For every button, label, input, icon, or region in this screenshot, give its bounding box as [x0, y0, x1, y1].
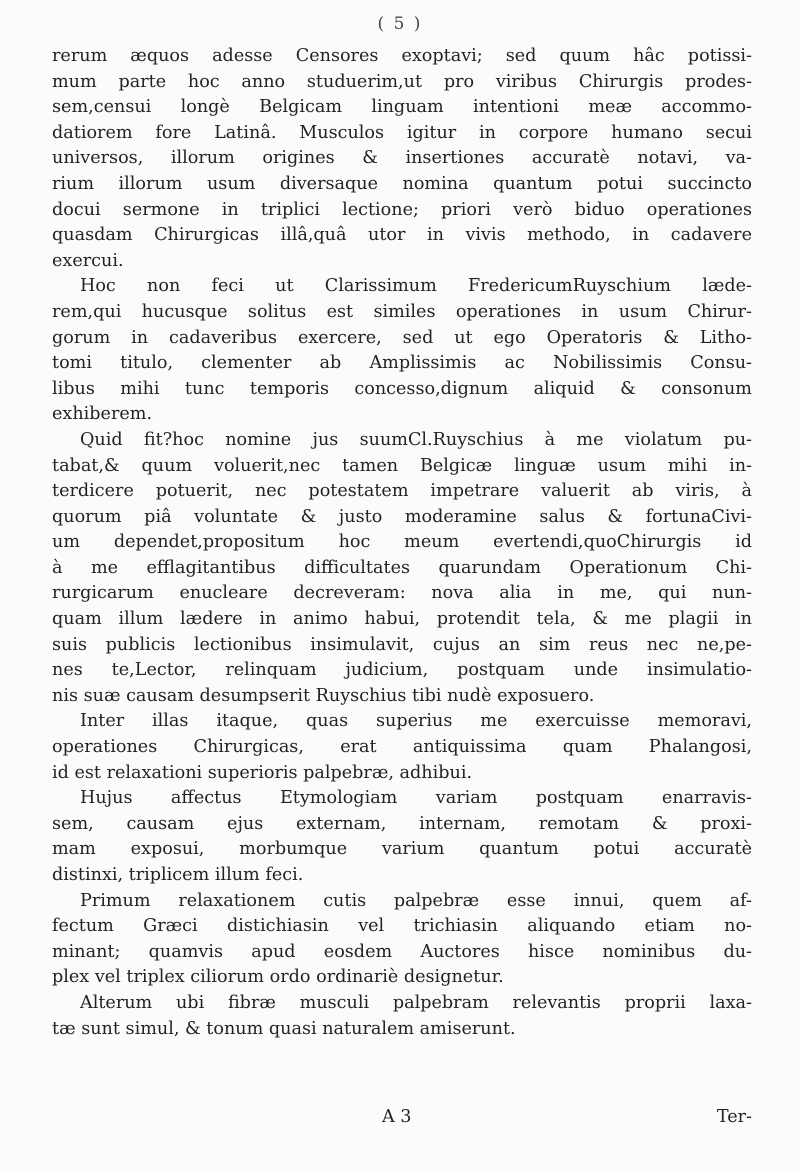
text-line: tabat,& quum voluerit,nec tamen Belgicæ linguæ usum mihi in- [52, 455, 752, 476]
text-line: sem, causam ejus externam, internam, remotam & proxi- [52, 813, 752, 834]
text-line: Hujus affectus Etymologiam variam postquam enarravis- [80, 788, 752, 809]
text-line: docui sermone in triplici lectione; priori verò biduo operationes [52, 199, 752, 220]
text-line: mum parte hoc anno studuerim,ut pro viribus Chirurgis prodes- [52, 71, 752, 92]
text-line: rium illorum usum diversaque nomina quantum potui succincto [52, 173, 752, 194]
text-line: libus mihi tunc temporis concesso,dignum aliquid & consonum [52, 378, 752, 399]
text-line: nes te,Lector, relinquam judicium, postquam unde insimulatio- [52, 660, 752, 681]
text-line: plex vel triplex ciliorum ordo ordinariè designetur. [52, 967, 504, 988]
text-line: gorum in cadaveribus exercere, sed ut ego Operatoris & Litho- [52, 327, 752, 348]
text-line: nis suæ causam desumpserit Ruyschius tibi nudè exposuero. [52, 685, 595, 706]
text-line: minant; quamvis apud eosdem Auctores hisce nominibus du- [52, 941, 752, 962]
text-line: quasdam Chirurgicas illâ,quâ utor in vivis methodo, in cadavere [52, 225, 752, 246]
text-line: Inter illas itaque, quas superius me exercuisse memoravi, [80, 711, 752, 732]
text-line: universos, illorum origines & insertiones accuratè notavi, va- [52, 148, 752, 169]
text-line: id est relaxationi superioris palpebræ, adhibui. [52, 762, 473, 783]
text-line: tæ sunt simul, & tonum quasi naturalem amiserunt. [52, 1018, 516, 1039]
text-line: Hoc non feci ut Clarissimum FredericumRuyschium læde- [80, 276, 752, 297]
text-line: Alterum ubi fibræ musculi palpebram relevantis proprii laxa- [80, 992, 752, 1013]
text-line: sem,censui longè Belgicam linguam intentioni meæ accommo- [52, 97, 752, 118]
page-number-header: ( 5 ) [377, 14, 423, 34]
text-line: operationes Chirurgicas, erat antiquissima quam Phalangosi, [52, 737, 752, 758]
text-line: suis publicis lectionibus insimulavit, cujus an sim reus nec ne,pe- [52, 634, 752, 655]
text-line: rem,qui hucusque solitus est similes operationes in usum Chirur- [52, 301, 752, 322]
signature-mark: A 3 [382, 1107, 412, 1127]
text-line: rerum æquos adesse Censores exoptavi; sed quum hâc potissi- [52, 46, 752, 66]
text-line: à me efflagitantibus difficultates quarundam Operationum Chi- [52, 557, 752, 578]
text-line: quorum piâ voluntate & justo moderamine salus & fortunaCivi- [52, 506, 752, 527]
text-line: um dependet,propositum hoc meum evertendi,quoChirurgis id [52, 532, 752, 553]
text-line: datiorem fore Latinâ. Musculos igitur in corpore humano secui [52, 122, 752, 143]
text-line: tomi titulo, clementer ab Amplissimis ac Nobilissimis Consu- [52, 353, 752, 374]
text-line: terdicere potuerit, nec potestatem impetrare valuerit ab viris, à [52, 481, 752, 502]
text-line: distinxi, triplicem illum feci. [52, 865, 304, 885]
text-line: Quid fit?hoc nomine jus suumCl.Ruyschius à me violatum pu- [80, 429, 752, 450]
text-line: fectum Græci distichiasin vel trichiasin aliquando etiam no- [52, 916, 752, 937]
body-text [52, 44, 752, 1042]
catchword: Ter- [716, 1107, 752, 1127]
page-footer [52, 1107, 752, 1133]
text-line: Primum relaxationem cutis palpebræ esse innui, quem af- [80, 890, 752, 911]
text-line: exercui. [52, 250, 124, 271]
text-line: quam illum lædere in animo habui, protendit tela, & me plagii in [52, 609, 752, 630]
text-line: rurgicarum enucleare decreveram: nova alia in me, qui nun- [52, 583, 752, 604]
text-line: exhiberem. [52, 404, 153, 425]
text-line: mam exposui, morbumque varium quantum potui accuratè [52, 839, 752, 860]
